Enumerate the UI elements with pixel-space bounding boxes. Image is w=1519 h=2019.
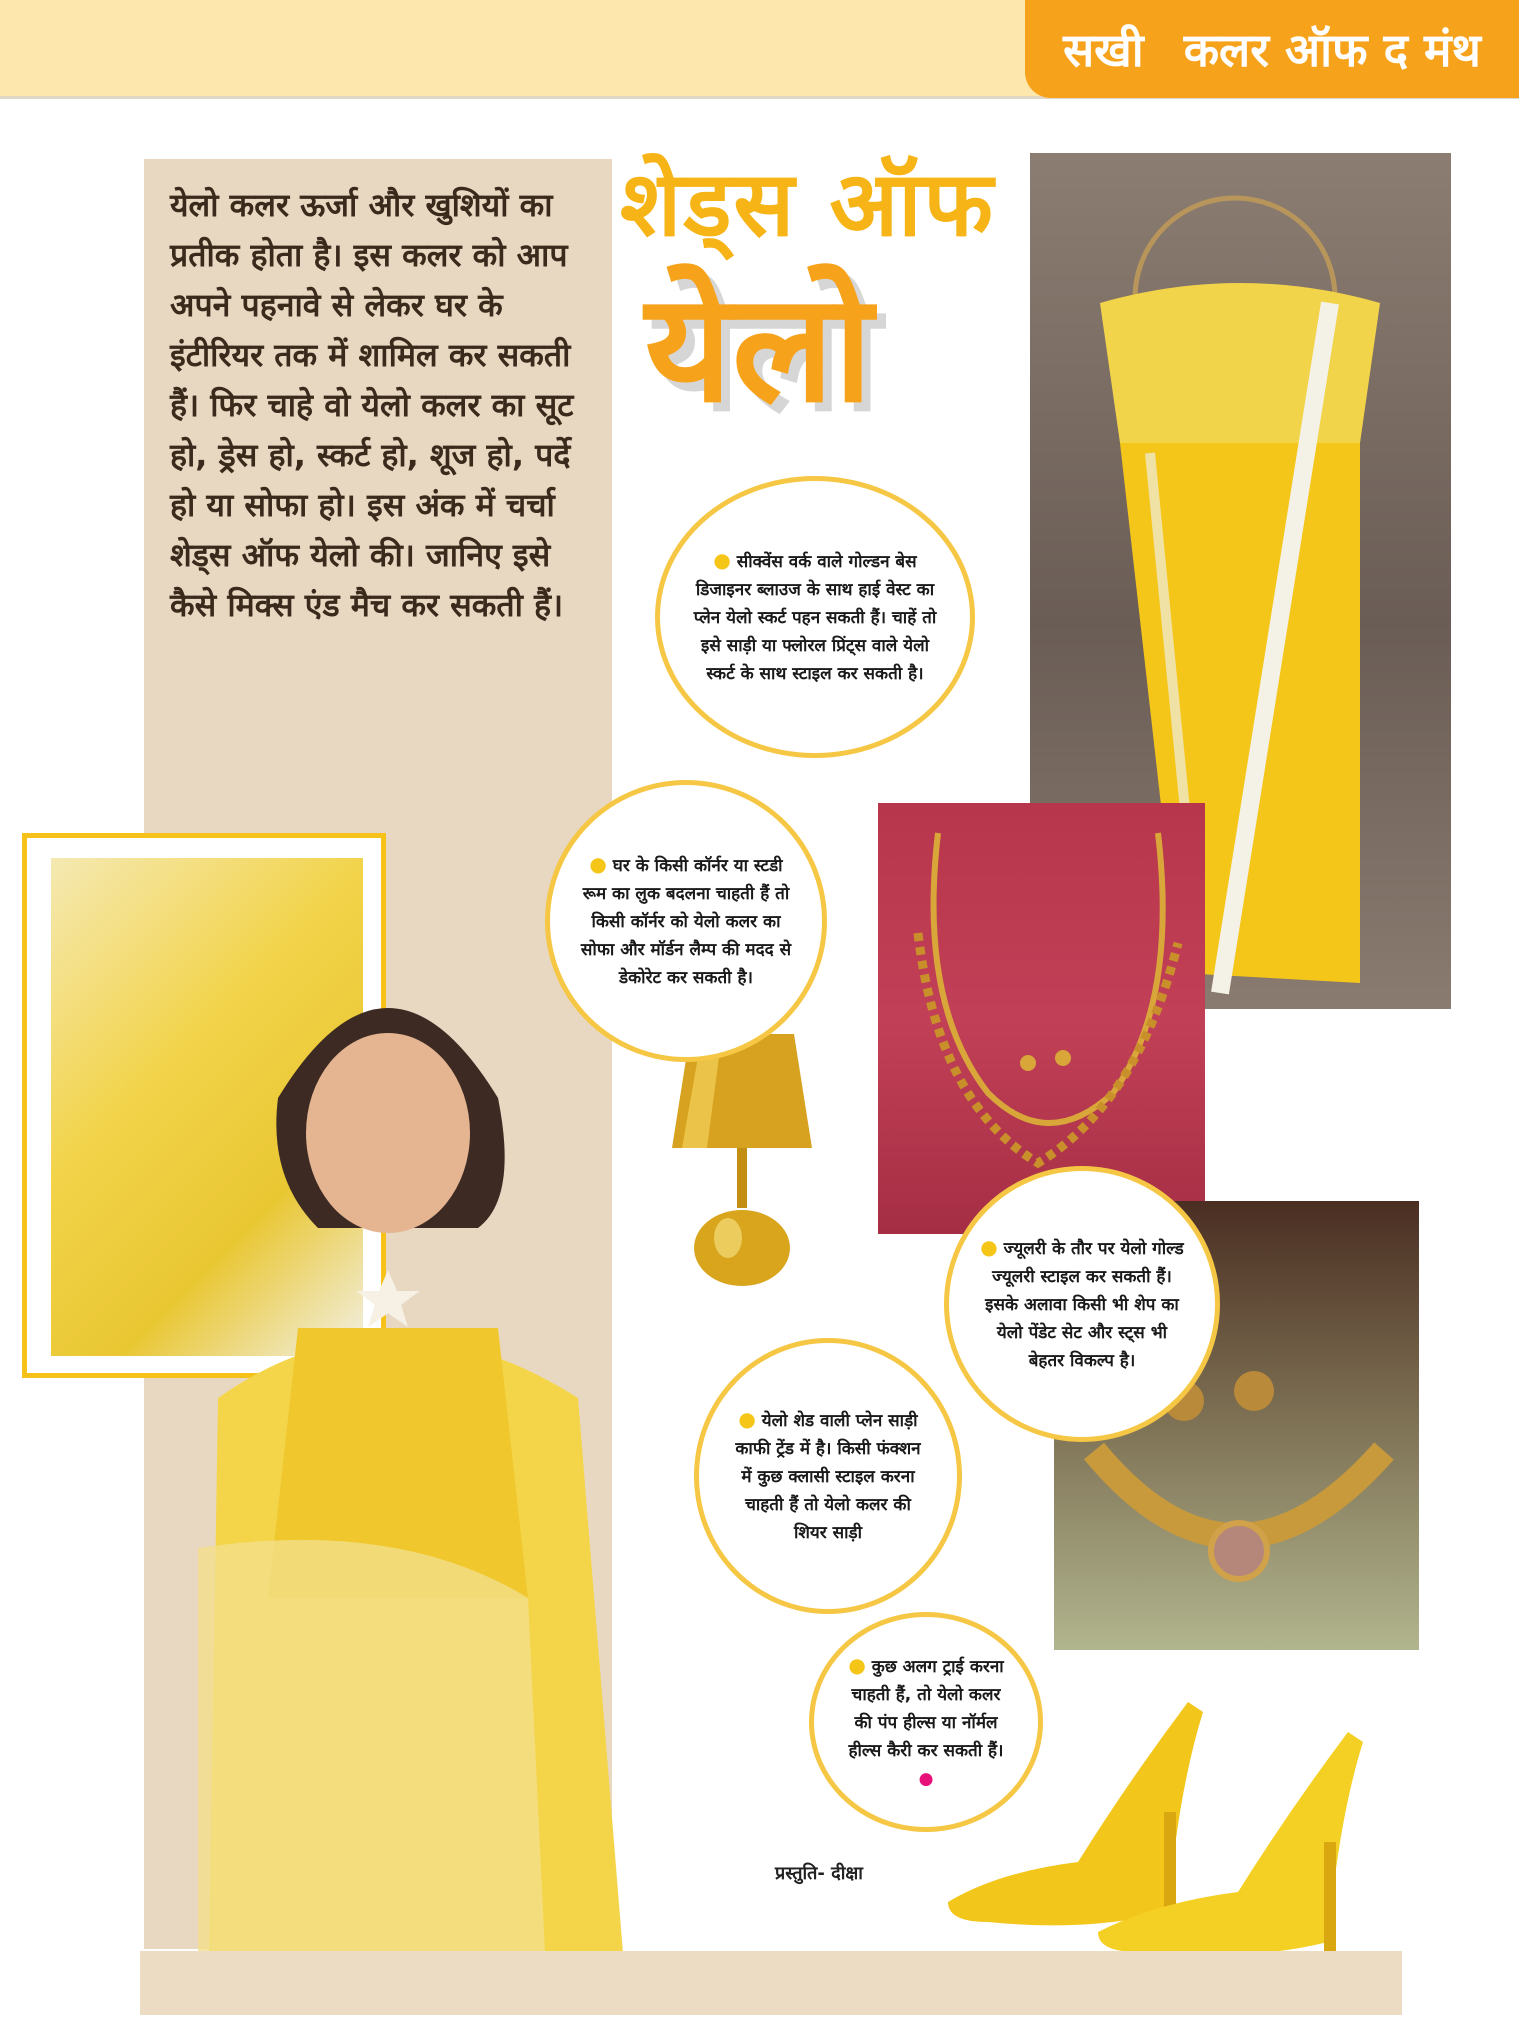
- bubble-heels: [809, 1612, 1043, 1832]
- gold-lamp-image: [662, 1028, 822, 1290]
- section-name: सखी: [1063, 23, 1144, 77]
- end-dot-icon: ●: [918, 1769, 934, 1789]
- bubble-text: कुछ अलग ट्राई करना चाहती हैं, तो येलो कलर की पंप हील्स या नॉर्मल हील्स कैरी कर सकती हैं।: [848, 1657, 1004, 1761]
- bottom-bar: [140, 1951, 1402, 2015]
- bullet-dot-icon: ●: [589, 852, 607, 876]
- bubble-jewelry: [944, 1166, 1220, 1442]
- gold-necklace-photo: [878, 803, 1205, 1234]
- bubble-home-corner: [545, 780, 827, 1062]
- author-credit: प्रस्तुति- दीक्षा: [775, 1863, 863, 1884]
- necklace-illustration: [878, 803, 1205, 1234]
- headline-line1: शेड्स ऑफ: [620, 152, 995, 257]
- bullet-dot-icon: ●: [848, 1653, 866, 1677]
- bubble-text: ज्यूलरी के तौर पर येलो गोल्ड ज्यूलरी स्टाइल कर सकती हैं। इसके अलावा किसी भी शेप का येलो पेंडेट सेट और स्ट्स भी बेहतर विकल्प है।: [985, 1239, 1184, 1371]
- bubble-text: सीक्वेंस वर्क वाले गोल्डन बेस डिजाइनर ब्लाउज के साथ हाई वेस्ट का प्लेन येलो स्कर्ट पहन सकती हैं। चाहें तो इसे साड़ी या फ्लोरल प्रिंट्स वाले येलो स्कर्ट के साथ स्टाइल कर सकती है।: [693, 552, 937, 684]
- bubble-text: घर के किसी कॉर्नर या स्टडी रूम का लुक बदलना चाहती हैं तो किसी कॉर्नर को येलो कलर का सोफा और मॉर्डन लैम्प की मदद से डेकोरेट कर सकती है।: [580, 856, 792, 988]
- model-in-yellow-outfit: [198, 898, 712, 2015]
- bullet-dot-icon: ●: [738, 1407, 756, 1431]
- bullet-dot-icon: ●: [713, 548, 731, 572]
- model-illustration: [198, 898, 712, 2015]
- bubble-plain-saree: [694, 1338, 962, 1614]
- bullet-dot-icon: ●: [980, 1235, 998, 1259]
- column-name: कलर ऑफ द मंथ: [1183, 23, 1481, 77]
- headline-line2: येलो: [645, 262, 873, 436]
- section-tab: [1025, 0, 1519, 98]
- bubble-sequins-blouse: [655, 476, 975, 758]
- intro-text: येलो कलर ऊर्जा और खुशियों का प्रतीक होता है। इस कलर को आप अपने पहनावे से लेकर घर के इंटीरियर तक में शामिल कर सकती हैं। फिर चाहे वो येलो कलर का सूट हो, ड्रेस हो, स्कर्ट हो, शूज हो, पर्दे हो या सोफा हो। इस अंक में चर्चा शेड्स ऑफ येलो की। जानिए इसे कैसे मिक्स एंड मैच कर सकती हैं।: [170, 186, 574, 624]
- bubble-text: येलो शेड वाली प्लेन साड़ी काफी ट्रेंड में है। किसी फंक्शन में कुछ क्लासी स्टाइल करना चाहती हैं तो येलो कलर की शियर साड़ी: [735, 1411, 921, 1543]
